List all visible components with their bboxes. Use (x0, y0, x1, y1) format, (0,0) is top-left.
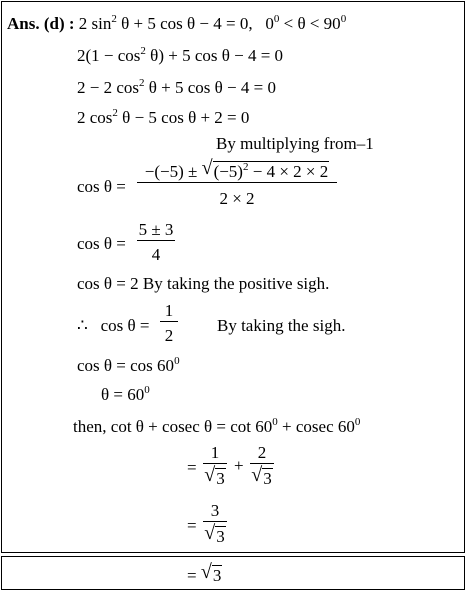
final-answer: = √ 3 (187, 561, 222, 585)
line-8: cos θ = 2 By taking the positive sigh. (77, 274, 330, 293)
line-12: then, cot θ + cosec $\theta = \cot 60^0 + cosec$ $60^0$ (73, 416, 361, 436)
quadratic-fraction: −(−5) ± √ $(-5)^2 - 4 \times 2 \times 2$ 2 × 2 (137, 161, 337, 209)
sqrt-3: √ 3 (204, 522, 225, 546)
line-1: Ans. (d) : 2 $\sin^2 \theta + 5$ cos θ − 4 = 0, $0^0 < \theta < 90^0$ (7, 13, 347, 33)
plus-sign: + (234, 456, 244, 475)
answer-label: Ans. (d) : (7, 14, 75, 33)
line-3: 2 − 2 $\cos^2 \theta + 5$ cos θ − 4 = 0 (77, 77, 276, 97)
line-2: $2(1 - \cos^2 \theta) + 5$ cos θ − 4 = 0 (77, 45, 284, 65)
final-answer-box (1, 556, 465, 590)
fraction-1-over-2: 1 2 (160, 301, 178, 346)
line-13-eq: = (187, 458, 197, 477)
line-5-note: By multiplying from–1 (216, 134, 374, 153)
line-4: 2 $\cos^2 \theta - 5$ cos θ + 2 = 0 (77, 107, 250, 127)
sqrt-discriminant: √ $(-5)^2 - 4 \times 2 \times 2$ (201, 157, 329, 181)
fraction-2-over-sqrt3: 2 √ 3 (250, 443, 274, 489)
line-9-note: By taking the sigh. (217, 316, 346, 335)
line-6-lhs: cos θ = (77, 177, 126, 196)
line-11: $\theta = 60^0$ (101, 384, 150, 404)
sqrt-3: √ 3 (200, 561, 222, 585)
sqrt-3: √ 3 (251, 464, 272, 488)
sqrt-3: √ 3 (204, 464, 225, 488)
therefore-symbol: ∴ (77, 316, 88, 335)
fraction-1-over-sqrt3: 1 √ 3 (203, 443, 227, 489)
line-9: ∴ cos θ = (77, 316, 150, 335)
line-10: $\cos \theta = \cos 60^0$ (77, 355, 180, 375)
fraction-5pm3-over-4: 5 ± 3 4 (138, 220, 174, 264)
line-7-lhs: cos θ = (77, 234, 126, 253)
fraction-3-over-sqrt3: 3 √ 3 (203, 501, 227, 547)
line-14-eq: = (187, 516, 197, 535)
